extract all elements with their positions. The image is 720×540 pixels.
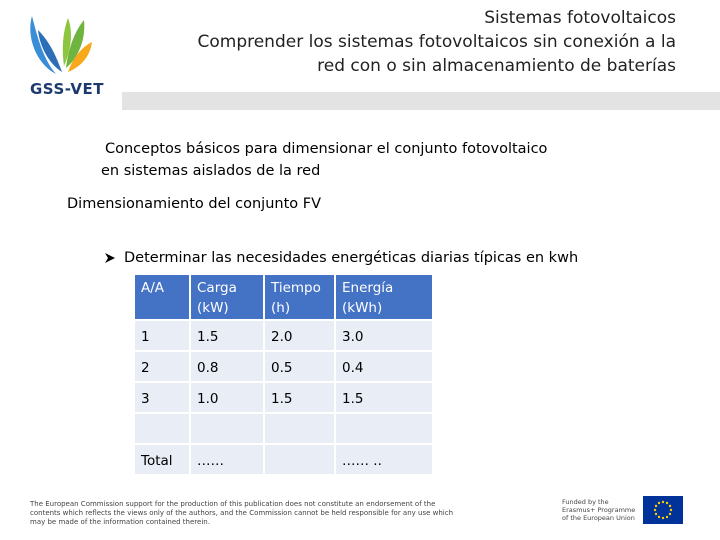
table-cell: 3 bbox=[135, 383, 189, 412]
table-row-empty bbox=[135, 414, 432, 443]
funded-by-text: Funded by the Erasmus+ Programme of the European Union bbox=[562, 498, 636, 522]
disclaimer-text: The European Commission support for the production of this publication does not constitute an endorsement of the contents which reflects the views only of the authors, and the Commission cannot be held responsible for any use which may be made of the information contained therein. bbox=[30, 500, 454, 526]
table-cell bbox=[265, 414, 334, 443]
slide-subtitle-line1: Comprender los sistemas fotovoltaicos sin conexión a la bbox=[197, 32, 676, 52]
table-row bbox=[135, 321, 432, 350]
header-cell-energia: Energía (kWh) bbox=[336, 275, 432, 319]
arrow-bullet-icon bbox=[104, 252, 116, 264]
table-cell: 2.0 bbox=[265, 321, 334, 350]
table-cell: 0.4 bbox=[336, 352, 432, 381]
slide-subtitle-line2: red con o sin almacenamiento de baterías bbox=[317, 56, 676, 76]
table-cell: 1.5 bbox=[265, 383, 334, 412]
table-header-row bbox=[135, 275, 432, 319]
table-row bbox=[135, 352, 432, 381]
table-cell: 1.5 bbox=[336, 383, 432, 412]
logo-text: GSS-VET bbox=[30, 80, 104, 98]
header-cell-tiempo: Tiempo (h) bbox=[265, 275, 334, 319]
header-band bbox=[122, 92, 720, 110]
table-cell: 0.5 bbox=[265, 352, 334, 381]
table-cell bbox=[191, 414, 263, 443]
table-cell: …… bbox=[191, 445, 263, 474]
table-cell: 1.0 bbox=[191, 383, 263, 412]
table-cell: …… .. bbox=[336, 445, 432, 474]
header-cell-carga: Carga (kW) bbox=[191, 275, 263, 319]
energy-table bbox=[133, 273, 434, 476]
table-cell: 2 bbox=[135, 352, 189, 381]
total-label-cell: Total bbox=[135, 445, 189, 474]
table-cell bbox=[336, 414, 432, 443]
section-title-line1: Conceptos básicos para dimensionar el conjunto fotovoltaico bbox=[105, 141, 548, 157]
bullet-item bbox=[104, 250, 578, 266]
table-row bbox=[135, 383, 432, 412]
section-title-line2: en sistemas aislados de la red bbox=[101, 163, 321, 179]
slide-title: Sistemas fotovoltaicos bbox=[484, 8, 676, 28]
bullet-text: Determinar las necesidades energéticas diarias típicas en kwh bbox=[124, 250, 579, 266]
table-cell bbox=[265, 445, 334, 474]
table-row-total bbox=[135, 445, 432, 474]
header-cell-aa: A/A bbox=[135, 275, 189, 319]
eu-flag-icon bbox=[643, 496, 683, 524]
table-cell: 3.0 bbox=[336, 321, 432, 350]
slide-header bbox=[116, 6, 676, 78]
table-cell: 1 bbox=[135, 321, 189, 350]
table-cell bbox=[135, 414, 189, 443]
table-cell: 0.8 bbox=[191, 352, 263, 381]
table-cell: 1.5 bbox=[191, 321, 263, 350]
subheading: Dimensionamiento del conjunto FV bbox=[67, 196, 322, 212]
section-title bbox=[101, 138, 601, 182]
